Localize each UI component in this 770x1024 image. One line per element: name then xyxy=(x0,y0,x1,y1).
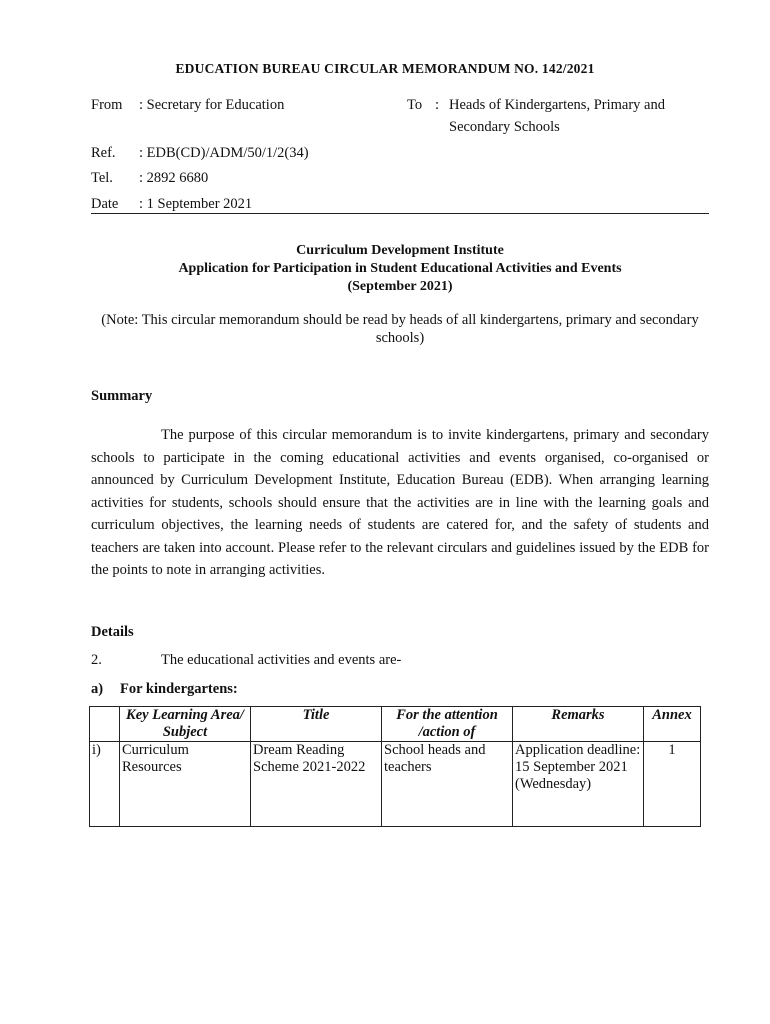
reading-note: (Note: This circular memorandum should be read by heads of all kindergartens, primary and secondary schools) xyxy=(101,312,699,346)
tel-value: : 2892 6680 xyxy=(139,170,209,186)
from-label: From xyxy=(91,97,123,113)
to-value-line1: Heads of Kindergartens, Primary and xyxy=(449,97,665,113)
to-colon: : xyxy=(435,97,440,113)
subject-line2: Application for Participation in Student Educational Activities and Events xyxy=(178,261,622,276)
header-attention: For the attention /action of xyxy=(382,707,513,742)
ref-value: : EDB(CD)/ADM/50/1/2(34) xyxy=(139,145,309,161)
summary-heading: Summary xyxy=(91,388,153,404)
row-index: i) xyxy=(90,742,120,827)
header-kla: Key Learning Area/ Subject xyxy=(120,707,251,742)
to-value-line2: Secondary Schools xyxy=(449,119,560,135)
subject-line1: Curriculum Development Institute xyxy=(296,243,504,258)
table-row xyxy=(90,742,701,827)
row-title: Dream Reading Scheme 2021-2022 xyxy=(251,742,382,827)
summary-paragraph xyxy=(91,424,709,582)
subject-line3: (September 2021) xyxy=(347,279,453,294)
table-header-row xyxy=(90,707,701,742)
row-annex: 1 xyxy=(644,742,701,827)
para-number: 2. xyxy=(91,652,102,668)
para-text: The educational activities and events are- xyxy=(161,652,402,668)
header-index xyxy=(90,707,120,742)
circular-title: EDUCATION BUREAU CIRCULAR MEMORANDUM NO. 142/2021 xyxy=(175,61,595,76)
date-label: Date xyxy=(91,196,119,212)
details-heading: Details xyxy=(91,624,134,640)
row-attention: School heads and teachers xyxy=(382,742,513,827)
activities-table xyxy=(89,706,701,827)
date-value: : 1 September 2021 xyxy=(139,196,253,212)
section-label: a) xyxy=(91,681,104,697)
section-title: For kindergartens: xyxy=(120,681,238,697)
summary-text: The purpose of this circular memorandum is to invite kindergartens, primary and secondary schools to participate in the coming educational activities and events organised, co-organised or announced by Curriculum Development Institute, Education Bureau (EDB). When arranging learning activities for students, schools should ensure that the activities are in line with the learning goals and curriculum objectives, the learning needs of students are catered for, and the safety of students and teachers are taken into account. Please refer to the relevant circulars and guidelines issued by the EDB for the points to note in arranging activities. xyxy=(91,427,709,578)
row-kla: Curriculum Resources xyxy=(120,742,251,827)
row-remarks: Application deadline: 15 September 2021 (Wednesday) xyxy=(513,742,644,827)
header-divider xyxy=(91,213,709,214)
header-annex: Annex xyxy=(644,707,701,742)
ref-label: Ref. xyxy=(91,145,116,161)
from-value: : Secretary for Education xyxy=(139,97,285,113)
tel-label: Tel. xyxy=(91,170,113,186)
header-remarks: Remarks xyxy=(513,707,644,742)
header-title: Title xyxy=(251,707,382,742)
to-label: To xyxy=(407,97,423,113)
